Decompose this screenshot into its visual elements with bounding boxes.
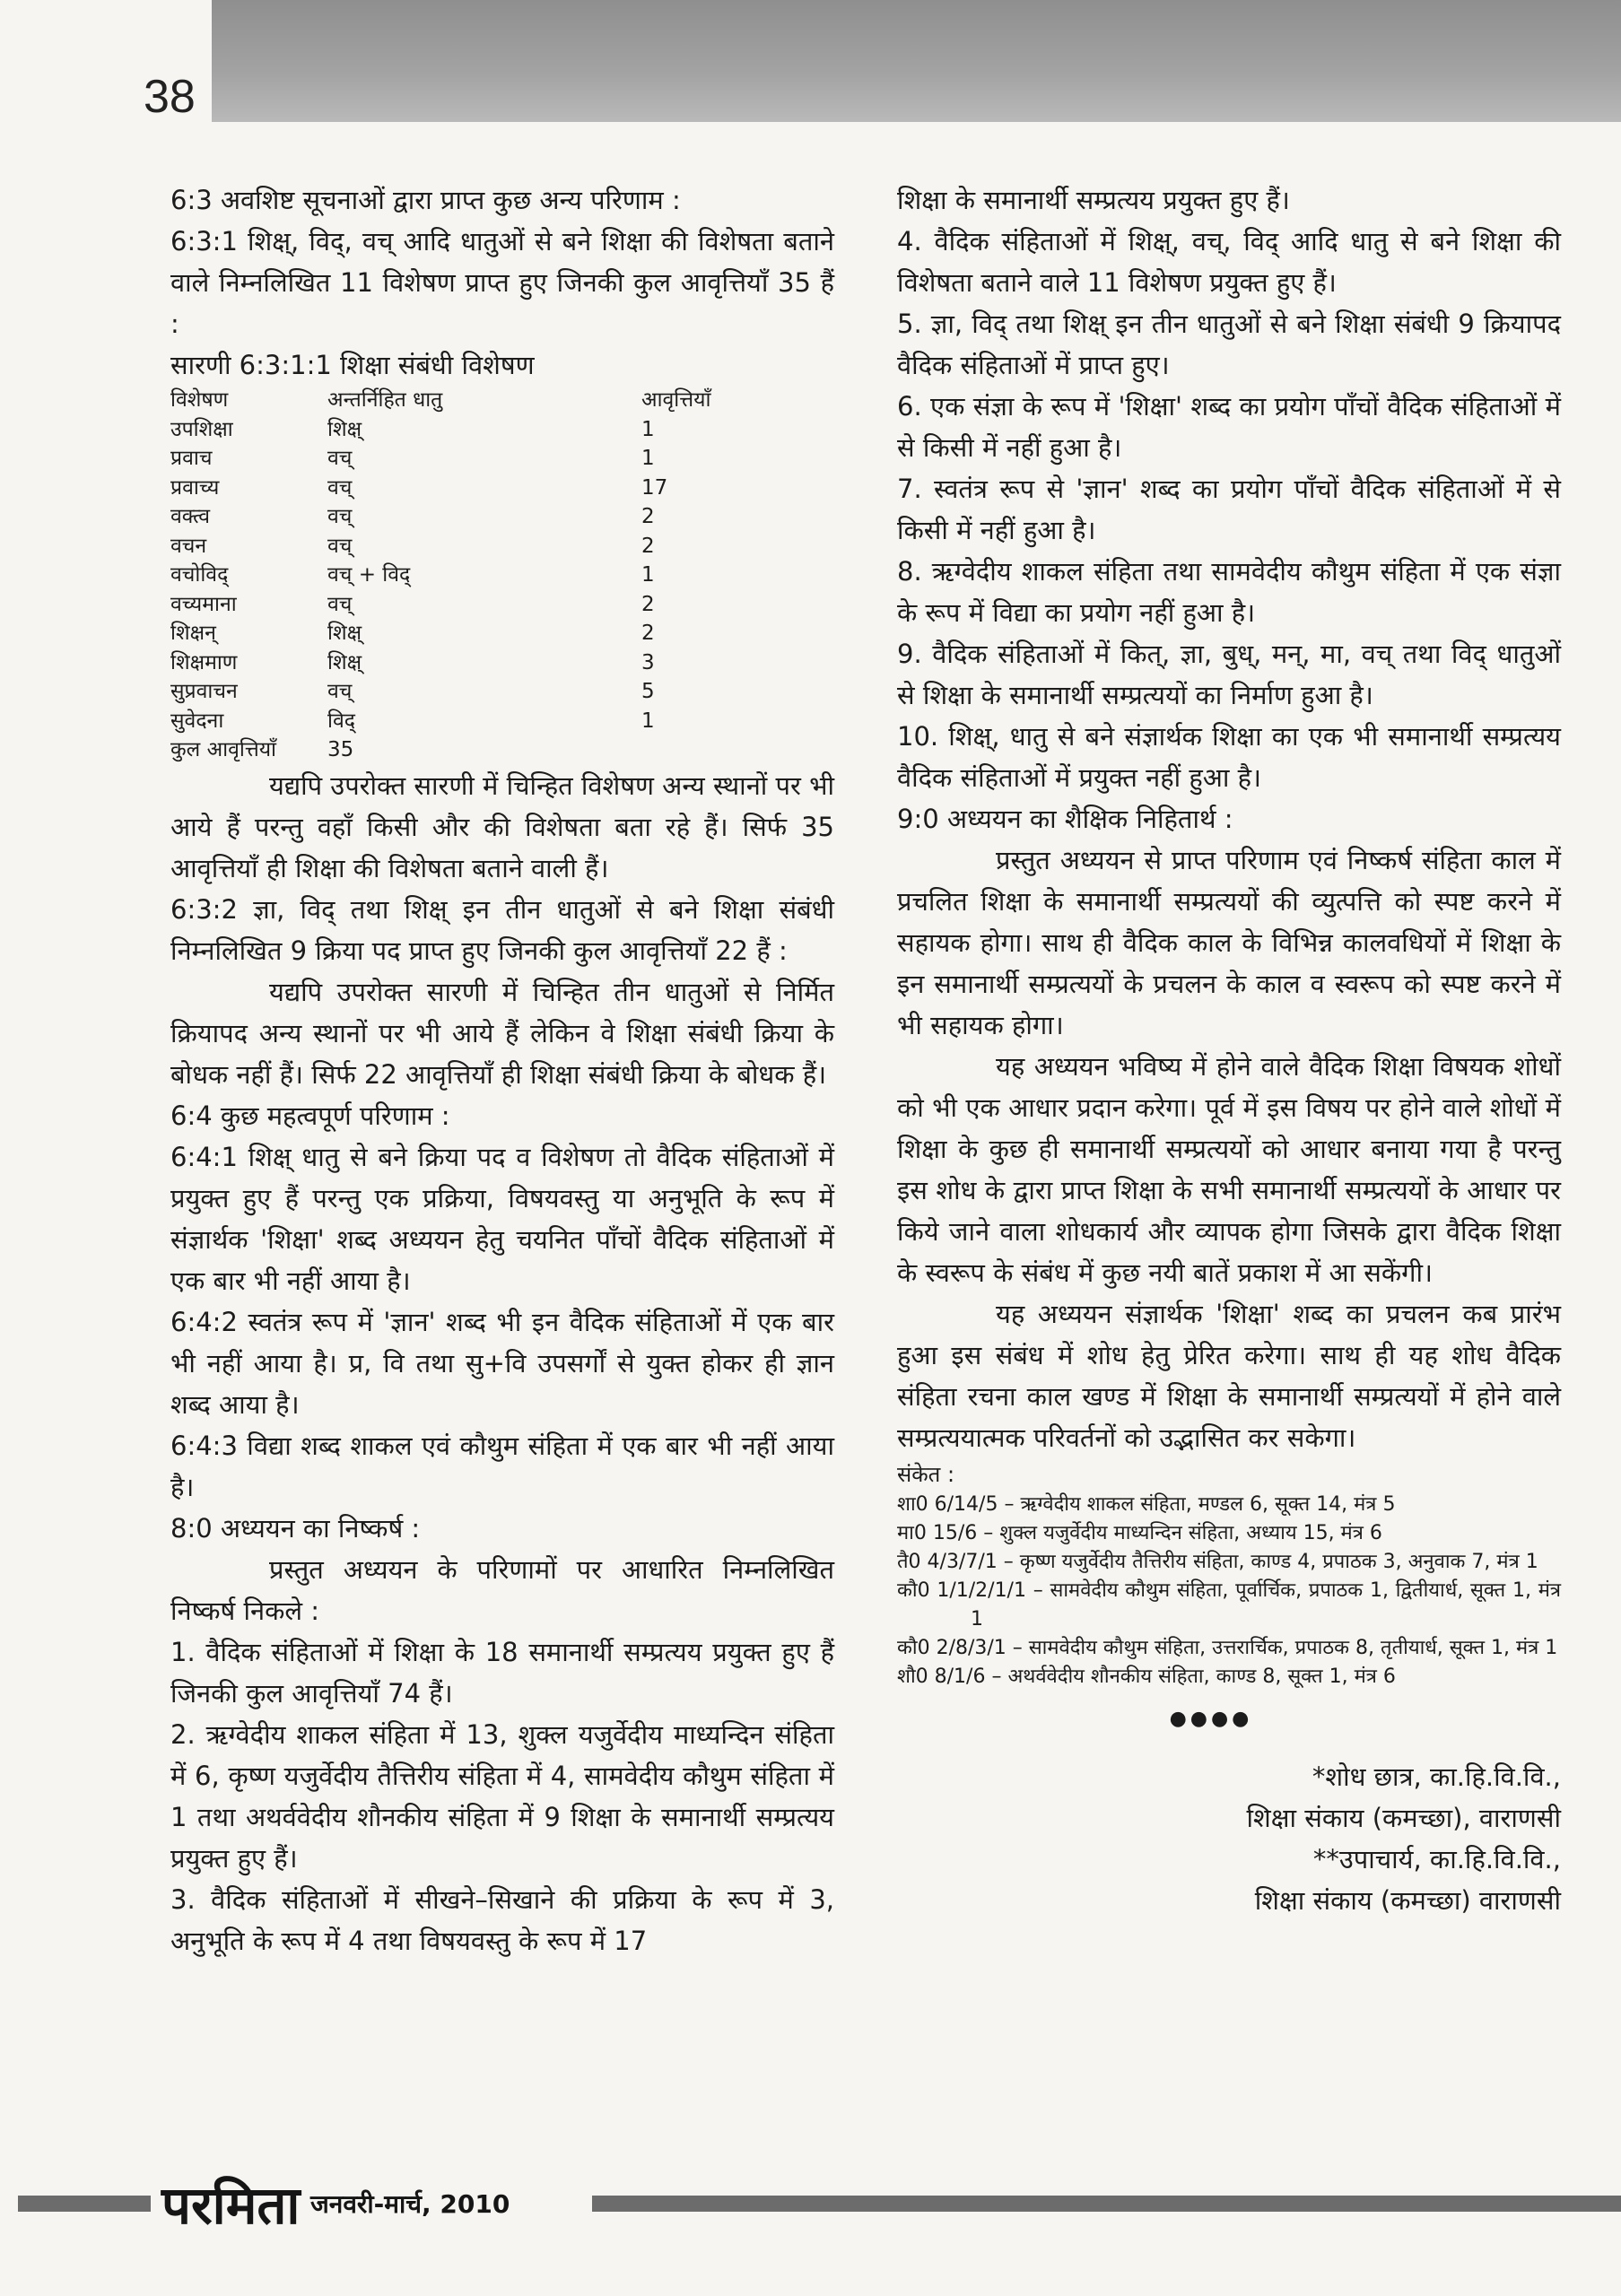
table-cell: सुवेदना (170, 709, 224, 733)
table-cell: 2 (641, 622, 655, 645)
reference-item: शौ0 8/1/6 – अथर्ववेदीय शौनकीय संहिता, काण्ड 8, सूक्त 1, मंत्र 6 (897, 1665, 1396, 1688)
section-heading-6-4: 6:4 कुछ महत्वपूर्ण परिणाम : (170, 1100, 450, 1131)
table-cell: 1 (641, 563, 655, 587)
table-cell: उपशिक्षा (170, 417, 233, 441)
table-cell: 3 (641, 650, 655, 674)
paragraph-after-table: यद्यपि उपरोक्त सारणी में चिन्हित विशेषण अन्य स्थानों पर भी आये हैं परन्तु वहाँ किसी और की विशेषता बता रहे हैं। सिर्फ 35 आवृत्तियाँ ही शिक्षा की विशेषता बताने वाली हैं। (170, 770, 834, 883)
table-header-row (170, 386, 727, 415)
table-cell: प्रवाच (170, 447, 213, 470)
table-row (170, 707, 727, 736)
table-cell: शिक्ष् (327, 622, 362, 645)
paragraph-6-3-2: 6:3:2 ज्ञा, विद् तथा शिक्ष् इन तीन धातुओं से बने शिक्षा संबंधी निम्नलिखित 9 क्रिया पद प्राप्त हुए जिनकी कुल आवृत्तियाँ 22 हैं : (170, 893, 834, 966)
table-cell: 1 (641, 417, 655, 441)
paragraph-9-0-c: यह अध्ययन संज्ञार्थक 'शिक्षा' शब्द का प्रचलन कब प्रारंभ हुआ इस संबंध में शोध हेतु प्रेरित करेगा। साथ ही यह शोध वैदिक संहिता रचना काल खण्ड में शिक्षा के समानार्थी सम्प्रत्ययों में होने वाले सम्प्रत्ययात्मक परिवर्तनों को उद्भासित कर सकेगा। (897, 1299, 1561, 1453)
table-cell: वचोविद् (170, 563, 229, 587)
table-cell: कुल आवृत्तियाँ (170, 738, 277, 761)
table-cell: 1 (641, 447, 655, 470)
table-row (170, 677, 727, 707)
table-cell: 17 (641, 475, 668, 500)
table-cell: 5 (641, 680, 655, 703)
paragraph-9-0-a: प्रस्तुत अध्ययन से प्राप्त परिणाम एवं निष्कर्ष संहिता काल में प्रचलित शिक्षा के समानार्थी सम्प्रत्ययों की व्युत्पत्ति को स्पष्ट करने में सहायक होगा। साथ ही वैदिक काल के विभिन्न कालवधियों में शिक्षा के इन समानार्थी सम्प्रत्ययों के प्रचलन के काल व स्वरूप को स्पष्ट करने में भी सहायक होगा। (897, 845, 1561, 1040)
table-cell: वचन (170, 534, 207, 558)
reference-item: तै0 4/3/7/1 – कृष्ण यजुर्वेदीय तैत्तिरीय संहिता, काण्ड 4, प्रपाठक 3, अनुवाक 7, मंत्र 1 (897, 1551, 1538, 1573)
table-row (170, 502, 727, 532)
reference-item: कौ0 1/1/2/1/1 – सामवेदीय कौथुम संहिता, पूर्वार्चिक, प्रपाठक 1, द्वितीयार्ध, सूक्त 1, मंत्र 1 (897, 1579, 1561, 1631)
table-cell: शिक्ष् (327, 650, 362, 674)
author-affiliation-4: शिक्षा संकाय (कमच्छा) वाराणसी (1254, 1885, 1561, 1916)
paragraph-6-4-1: 6:4:1 शिक्ष् धातु से बने क्रिया पद व विशेषण तो वैदिक संहिताओं में प्रयुक्त हुए हैं परन्तु एक प्रक्रिया, विषयवस्तु या अनुभूति के रूप में संज्ञार्थक 'शिक्षा' शब्द अध्ययन हेतु चयनित पाँचों वैदिक संहिताओं में एक बार भी नहीं आया है। (170, 1141, 834, 1296)
table-cell: शिक्ष् (327, 417, 362, 441)
reference-item: कौ0 2/8/3/1 – सामवेदीय कौथुम संहिता, उत्तरार्चिक, प्रपाठक 8, तृतीयार्ध, सूक्त 1, मंत्र 1 (897, 1637, 1558, 1659)
section-end-dots: ●●●● (1169, 1708, 1253, 1730)
reference-item: मा0 15/6 – शुक्ल यजुर्वेदीय माध्यन्दिन संहिता, अध्याय 15, मंत्र 6 (897, 1522, 1382, 1544)
conclusion-6: 6. एक संज्ञा के रूप में 'शिक्षा' शब्द का प्रयोग पाँचों वैदिक संहिताओं में से किसी में नहीं हुआ है। (897, 391, 1561, 463)
author-affiliation-1: *शोध छात्र, का.हि.वि.वि., (1312, 1761, 1561, 1792)
table-row (170, 619, 727, 648)
table-header-cell: आवृत्तियाँ (641, 388, 711, 412)
table-cell (641, 735, 727, 765)
author-affiliation-3: **उपाचार्य, का.हि.वि.वि., (1312, 1844, 1561, 1874)
table-row (170, 648, 727, 678)
table-title: सारणी 6:3:1:1 शिक्षा संबंधी विशेषण (170, 350, 535, 380)
table-cell: वच्यमाना (170, 592, 237, 616)
table-cell: शिक्षन् (170, 622, 216, 645)
paragraph-6-3-2-note: यद्यपि उपरोक्त सारणी में चिन्हित तीन धातुओं से निर्मित क्रियापद अन्य स्थानों पर भी आये हैं लेकिन वे शिक्षा संबंधी क्रिया के बोधक नहीं हैं। सिर्फ 22 आवृत्तियाँ ही शिक्षा संबंधी क्रिया के बोधक हैं। (170, 976, 834, 1090)
table-row (170, 561, 727, 590)
footer-rule-right (592, 2196, 1621, 2212)
table-row (170, 532, 727, 561)
table-row (170, 474, 727, 503)
section-heading-8-0: 8:0 अध्ययन का निष्कर्ष : (170, 1512, 421, 1544)
conclusion-5: 5. ज्ञा, विद् तथा शिक्ष् इन तीन धातुओं से बने शिक्षा संबंधी 9 क्रियापद वैदिक संहिताओं में प्राप्त हुए। (897, 309, 1561, 380)
table-cell: वच् (327, 534, 353, 558)
header-band (212, 0, 1621, 122)
conclusion-2: 2. ऋग्वेदीय शाकल संहिता में 13, शुक्ल यजुर्वेदीय माध्यन्दिन संहिता में 6, कृष्ण यजुर्वेदीय तैत्तिरीय संहिता में 4, सामवेदीय कौथुम संहिता में 1 तथा अथर्ववेदीय शौनकीय संहिता में 9 शिक्षा के समानार्थी सम्प्रत्यय प्रयुक्त हुए हैं। (170, 1718, 834, 1874)
table-row (170, 415, 727, 445)
table-cell: वच् (327, 475, 353, 500)
author-affiliation-2: शिक्षा संकाय (कमच्छा), वाराणसी (1246, 1803, 1561, 1833)
table-cell: विद् (327, 709, 355, 733)
table-cell: शिक्षमाण (170, 650, 238, 674)
table-cell: वच् (327, 680, 353, 703)
table-cell: 2 (641, 505, 655, 528)
paragraph-9-0-b: यह अध्ययन भविष्य में होने वाले वैदिक शिक्षा विषयक शोधों को भी एक आधार प्रदान करेगा। पूर्व में इस विषय पर होने वाले शोधों में शिक्षा के कुछ ही समानार्थी सम्प्रत्ययों को आधार बनाया गया है परन्तु इस शोध के द्वारा प्राप्त शिक्षा के सभी समानार्थी सम्प्रत्ययों के आधार पर किये जाने वाला शोधकार्य और व्यापक होगा जिसके द्वारा वैदिक शिक्षा के स्वरूप के संबंध में कुछ नयी बातें प्रकाश में आ सकेंगी। (897, 1051, 1561, 1288)
conclusion-7: 7. स्वतंत्र रूप से 'ज्ञान' शब्द का प्रयोग पाँचों वैदिक संहिताओं में से किसी में नहीं हुआ है। (897, 474, 1561, 545)
conclusion-9: 9. वैदिक संहिताओं में कित्, ज्ञा, बुध्, मन्, मा, वच् तथा विद् धातुओं से शिक्षा के समानार्थी सम्प्रत्ययों का निर्माण हुआ है। (897, 639, 1561, 710)
paragraph-8-0: प्रस्तुत अध्ययन के परिणामों पर आधारित निम्नलिखित निष्कर्ष निकले : (170, 1553, 834, 1626)
table-cell: 1 (641, 709, 655, 733)
paragraph-6-4-3: 6:4:3 विद्या शब्द शाकल एवं कौथुम संहिता में एक बार भी नहीं आया है। (170, 1430, 834, 1502)
table-cell: 2 (641, 592, 655, 616)
conclusion-3-continued: शिक्षा के समानार्थी सम्प्रत्यय प्रयुक्त हुए हैं। (897, 185, 1290, 215)
conclusion-1: 1. वैदिक संहिताओं में शिक्षा के 18 समानार्थी सम्प्रत्यय प्रयुक्त हुए हैं जिनकी कुल आवृत्तियाँ 74 हैं। (170, 1636, 834, 1709)
right-column (897, 179, 1561, 1921)
section-heading-6-3: 6:3 अवशिष्ट सूचनाओं द्वारा प्राप्त कुछ अन्य परिणाम : (170, 185, 681, 215)
issue-date: जनवरी-मार्च, 2010 (310, 2189, 510, 2219)
conclusion-10: 10. शिक्ष्, धातु से बने संज्ञार्थक शिक्षा का एक भी समानार्थी सम्प्रत्यय वैदिक संहिताओं में प्रयुक्त नहीं हुआ है। (897, 721, 1561, 793)
footer-rule-left (18, 2196, 151, 2212)
left-column (170, 179, 834, 1961)
reference-item: शा0 6/14/5 – ऋग्वेदीय शाकल संहिता, मण्डल 6, सूक्त 14, मंत्र 5 (897, 1493, 1396, 1516)
conclusion-8: 8. ऋग्वेदीय शाकल संहिता तथा सामवेदीय कौथुम संहिता में एक संज्ञा के रूप में विद्या का प्रयोग नहीं हुआ है। (897, 556, 1561, 628)
table-cell: 2 (641, 534, 655, 558)
table-total-row (170, 735, 727, 765)
table-row (170, 590, 727, 620)
table-cell: वच् (327, 505, 353, 528)
table-cell: सुप्रवाचन (170, 680, 238, 703)
table-cell: वच् + विद् (327, 563, 411, 587)
table-header-cell: अन्तर्निहित धातु (327, 388, 443, 412)
section-heading-9-0: 9:0 अध्ययन का शैक्षिक निहितार्थ : (897, 804, 1233, 834)
paragraph-6-3-1: 6:3:1 शिक्ष्, विद्, वच् आदि धातुओं से बने शिक्षा की विशेषता बताने वाले निम्नलिखित 11 विशेषण प्राप्त हुए जिनकी कुल आवृत्तियाँ 35 हैं : (170, 226, 834, 339)
page-number: 38 (144, 71, 196, 123)
table-header-cell: विशेषण (170, 388, 229, 412)
conclusion-4: 4. वैदिक संहिताओं में शिक्ष्, वच्, विद् आदि धातु से बने शिक्षा की विशेषता बताने वाले 11 विशेषण प्रयुक्त हुए हैं। (897, 226, 1561, 298)
table-cell: 35 (327, 738, 354, 761)
paragraph-6-4-2: 6:4:2 स्वतंत्र रूप में 'ज्ञान' शब्द भी इन वैदिक संहिताओं में एक बार भी नहीं आया है। प्र, वि तथा सु+वि उपसर्गों से युक्त होकर ही ज्ञान शब्द आया है। (170, 1306, 834, 1420)
conclusion-3: 3. वैदिक संहिताओं में सीखने–सिखाने की प्रक्रिया के रूप में 3, अनुभूति के रूप में 4 तथा विषयवस्तु के रूप में 17 (170, 1883, 834, 1956)
adjective-table (170, 386, 727, 765)
table-cell: वक्त्व (170, 505, 210, 528)
table-row (170, 444, 727, 474)
table-cell: वच् (327, 447, 353, 470)
references-heading: संकेत : (897, 1462, 955, 1487)
table-cell: वच् (327, 592, 353, 616)
journal-title: परमिता (161, 2175, 301, 2236)
table-cell: प्रवाच्य (170, 475, 220, 500)
